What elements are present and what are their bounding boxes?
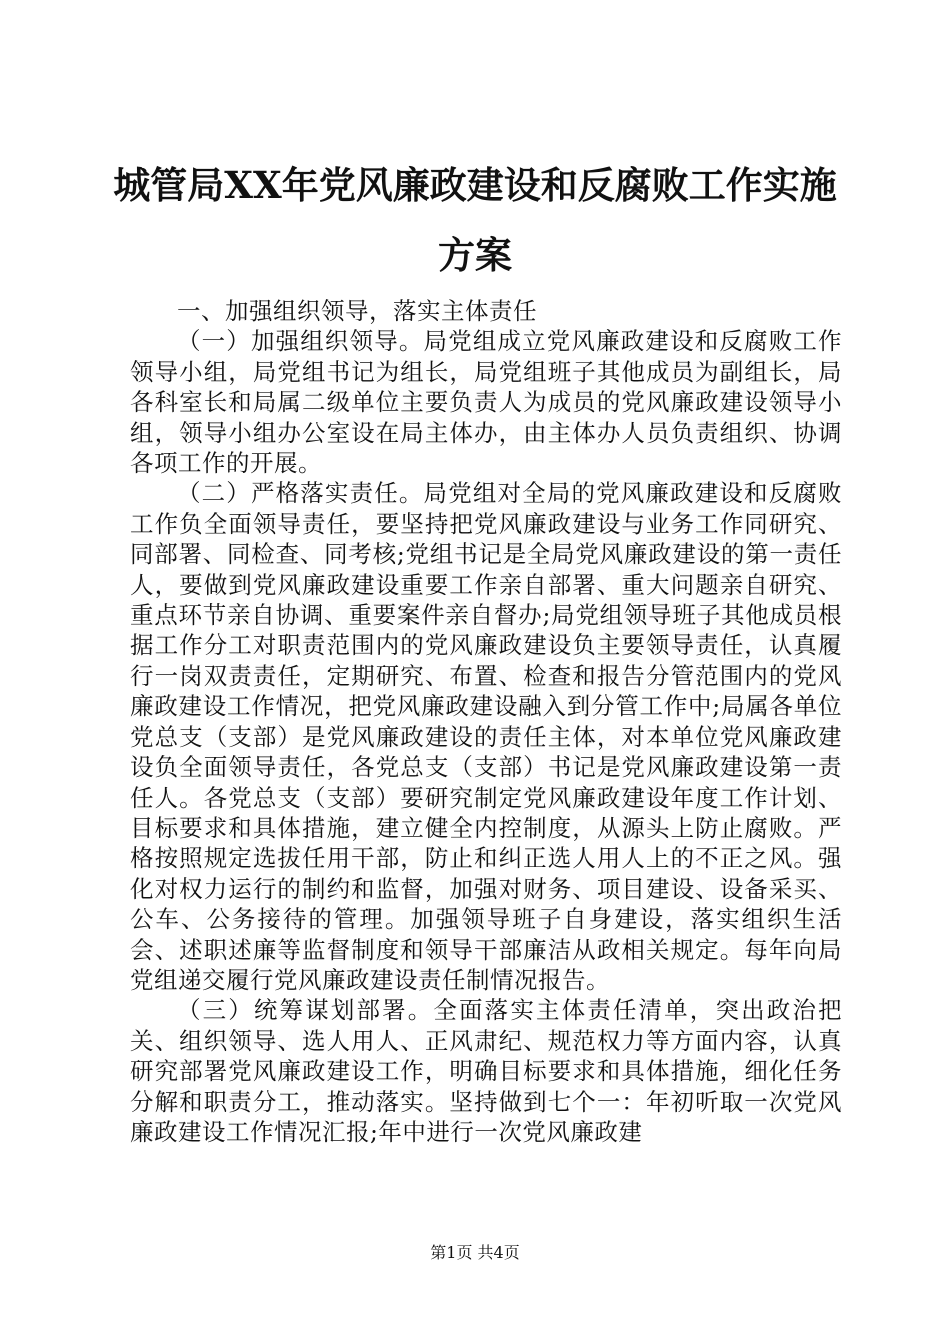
document-title: 城管局XX年党风廉政建设和反腐败工作实施方案: [113, 163, 837, 277]
section-heading: 一、加强组织领导，落实主体责任: [177, 297, 537, 325]
paragraph-3: （三）统筹谋划部署。全面落实主体责任清单，突出政治把关、组织领导、选人用人、正风肃纪、规范权力等方面内容，认真研究部署党风廉政建设工作，明确目标要求和具体措施，细化任务分解和职责分工，推动落实。坚持做到七个一：年初听取一次党风廉政建设工作情况汇报;年中进行一次党风廉政建: [130, 996, 842, 1146]
document-body: [130, 296, 842, 1147]
paragraph-2: （二）严格落实责任。局党组对全局的党风廉政建设和反腐败工作负全面领导责任，要坚持把党风廉政建设与业务工作同研究、同部署、同检查、同考核;党组书记是全局党风廉政建设的第一责任人，要做到党风廉政建设重要工作亲自部署、重大问题亲自研究、重点环节亲自协调、重要案件亲自督办;局党组领导班子其他成员根据工作分工对职责范围内的党风廉政建设负主要领导责任，认真履行一岗双责责任，定期研究、布置、检查和报告分管范围内的党风廉政建设工作情况，把党风廉政建设融入到分管工作中;局属各单位党总支（支部）是党风廉政建设的责任主体，对本单位党风廉政建设负全面领导责任，各党总支（支部）书记是党风廉政建设第一责任人。各党总支（支部）要研究制定党风廉政建设年度工作计划、目标要求和具体措施，建立健全内控制度，从源头上防止腐败。严格按照规定选拔任用干部，防止和纠正选人用人上的不正之风。强化对权力运行的制约和监督，加强对财务、项目建设、设备采买、公车、公务接待的管理。加强领导班子自身建设，落实组织生活会、述职述廉等监督制度和领导干部廉洁从政相关规定。每年向局党组递交履行党风廉政建设责任制情况报告。: [130, 479, 842, 994]
page-footer: 第1页 共4页: [430, 1243, 520, 1262]
paragraph-1: （一）加强组织领导。局党组成立党风廉政建设和反腐败工作领导小组，局党组书记为组长，局党组班子其他成员为副组长，局各科室长和局属二级单位主要负责人为成员的党风廉政建设领导小组，领导小组办公室设在局主体办，由主体办人员负责组织、协调各项工作的开展。: [130, 327, 842, 478]
